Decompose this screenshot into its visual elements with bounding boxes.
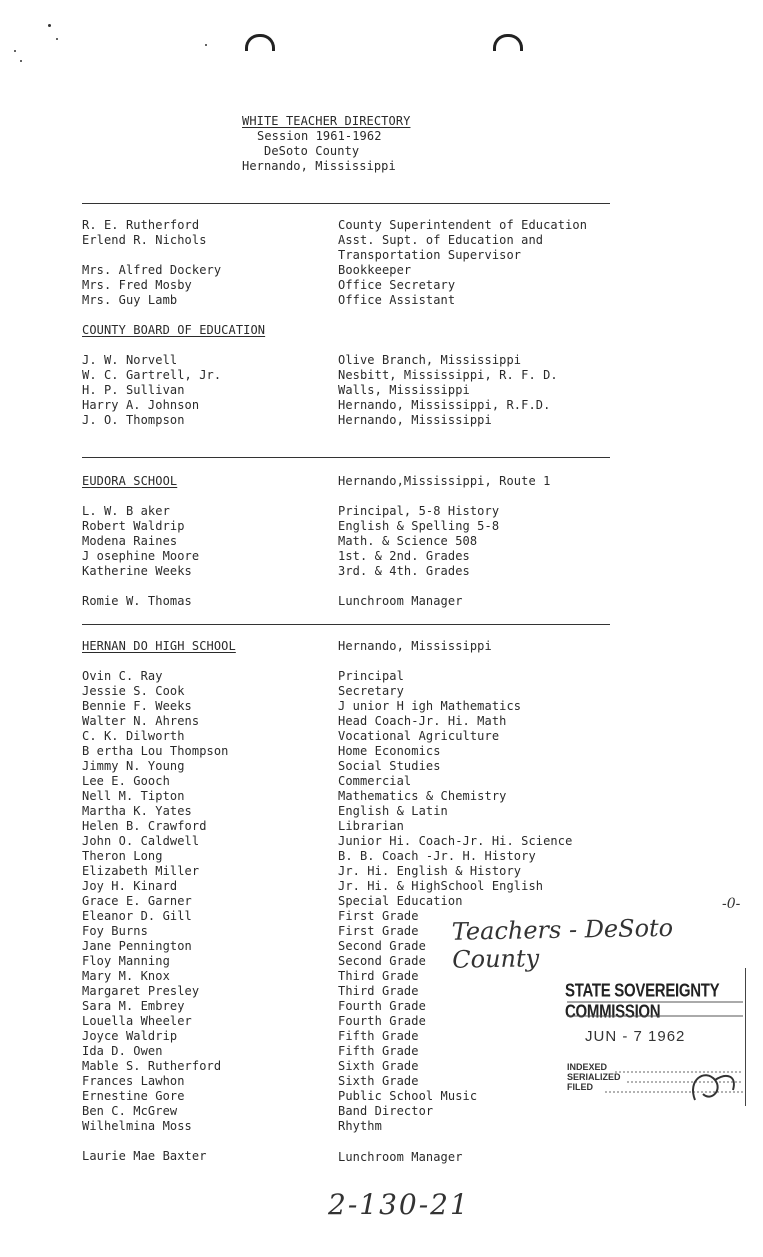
board-member-name: W. C. Gartrell, Jr. <box>82 368 222 382</box>
board-member-name: Harry A. Johnson <box>82 398 200 412</box>
staff-name: John O. Caldwell <box>82 834 200 848</box>
lunchroom-role: Lunchroom Manager <box>338 1150 463 1164</box>
lunchroom-role: Lunchroom Manager <box>338 594 463 608</box>
staff-name: Wilhelmina Moss <box>82 1119 192 1133</box>
office-name: Mrs. Alfred Dockery <box>82 263 222 277</box>
hernando-address: Hernando, Mississippi <box>338 639 492 653</box>
stamp-agency: STATE SOVEREIGNTY COMMISSION <box>565 980 720 1023</box>
corner-mark: -0- <box>722 896 741 912</box>
staff-role: Rhythm <box>338 1119 382 1133</box>
staff-name: Grace E. Garner <box>82 894 192 908</box>
stamp-date: JUN - 7 1962 <box>585 1028 686 1045</box>
staff-role: Home Economics <box>338 744 441 758</box>
commission-stamp <box>565 968 747 1108</box>
staff-role: English & Spelling 5-8 <box>338 519 500 533</box>
directory-title: WHITE TEACHER DIRECTORY <box>242 114 411 128</box>
staff-name: Joy H. Kinard <box>82 879 178 893</box>
staff-role: Librarian <box>338 819 404 833</box>
staff-name: Louella Wheeler <box>82 1014 192 1028</box>
staff-name: Bennie F. Weeks <box>82 699 192 713</box>
staff-role: Mathematics & Chemistry <box>338 789 507 803</box>
speck <box>14 50 16 52</box>
stamp-serialized: SERIALIZED <box>567 1072 621 1082</box>
office-role: Asst. Supt. of Education and <box>338 233 544 247</box>
staff-role: Math. & Science 508 <box>338 534 478 548</box>
county-line: DeSoto County <box>264 144 360 158</box>
punch-hole-left <box>245 34 275 51</box>
city-line: Hernando, Mississippi <box>242 159 396 173</box>
staff-role: Commercial <box>338 774 412 788</box>
staff-role: Sixth Grade <box>338 1074 419 1088</box>
staff-role: English & Latin <box>338 804 448 818</box>
lunchroom-name: Romie W. Thomas <box>82 594 192 608</box>
stamp-indexed: INDEXED <box>567 1062 608 1072</box>
board-member-place: Walls, Mississippi <box>338 383 470 397</box>
staff-role: Special Education <box>338 894 463 908</box>
staff-role: Secretary <box>338 684 404 698</box>
eudora-heading: EUDORA SCHOOL <box>82 474 178 488</box>
handwritten-note: Teachers - DeSoto County <box>451 913 674 974</box>
staff-name: Modena Raines <box>82 534 178 548</box>
office-role: Transportation Supervisor <box>338 248 522 262</box>
stamp-filed: FILED <box>567 1082 593 1092</box>
session-line: Session 1961-1962 <box>257 129 382 143</box>
staff-name: Ida D. Owen <box>82 1044 163 1058</box>
staff-role: First Grade <box>338 909 419 923</box>
staff-role: B. B. Coach -Jr. H. History <box>338 849 536 863</box>
office-role: Bookkeeper <box>338 263 412 277</box>
board-member-place: Hernando, Mississippi <box>338 413 492 427</box>
staff-name: Nell M. Tipton <box>82 789 185 803</box>
staff-role: Second Grade <box>338 954 426 968</box>
staff-name: Elizabeth Miller <box>82 864 200 878</box>
staff-role: J unior H igh Mathematics <box>338 699 522 713</box>
staff-name: Ben C. McGrew <box>82 1104 178 1118</box>
staff-name: Sara M. Embrey <box>82 999 185 1013</box>
staff-name: Lee E. Gooch <box>82 774 170 788</box>
staff-name: Helen B. Crawford <box>82 819 207 833</box>
divider-top <box>82 203 610 204</box>
file-number: 2-130-21 <box>328 1188 470 1221</box>
staff-name: Foy Burns <box>82 924 148 938</box>
eudora-address: Hernando,Mississippi, Route 1 <box>338 474 551 488</box>
staff-role: Public School Music <box>338 1089 478 1103</box>
office-name: Erlend R. Nichols <box>82 233 207 247</box>
staff-name: Robert Waldrip <box>82 519 185 533</box>
staff-role: Second Grade <box>338 939 426 953</box>
speck <box>205 44 207 46</box>
board-member-place: Hernando, Mississippi, R.F.D. <box>338 398 551 412</box>
punch-hole-right <box>493 34 523 51</box>
staff-name: Floy Manning <box>82 954 170 968</box>
staff-role: Head Coach-Jr. Hi. Math <box>338 714 507 728</box>
divider-eudora <box>82 457 610 458</box>
board-heading: COUNTY BOARD OF EDUCATION <box>82 323 266 337</box>
staff-name: Walter N. Ahrens <box>82 714 200 728</box>
staff-name: B ertha Lou Thompson <box>82 744 229 758</box>
staff-name: Katherine Weeks <box>82 564 192 578</box>
staff-name: Frances Lawhon <box>82 1074 185 1088</box>
office-role: Office Secretary <box>338 278 456 292</box>
board-member-place: Olive Branch, Mississippi <box>338 353 522 367</box>
staff-role: First Grade <box>338 924 419 938</box>
speck <box>20 60 22 62</box>
board-member-place: Nesbitt, Mississippi, R. F. D. <box>338 368 558 382</box>
staff-role: 1st. & 2nd. Grades <box>338 549 470 563</box>
staff-name: Eleanor D. Gill <box>82 909 192 923</box>
staff-name: Margaret Presley <box>82 984 200 998</box>
board-member-name: H. P. Sullivan <box>82 383 185 397</box>
staff-role: Band Director <box>338 1104 434 1118</box>
staff-name: Jane Pennington <box>82 939 192 953</box>
staff-role: Fourth Grade <box>338 1014 426 1028</box>
board-member-name: J. O. Thompson <box>82 413 185 427</box>
board-member-name: J. W. Norvell <box>82 353 178 367</box>
staff-role: Jr. Hi. English & History <box>338 864 522 878</box>
staff-role: Third Grade <box>338 969 419 983</box>
staff-name: J osephine Moore <box>82 549 200 563</box>
staff-name: Mable S. Rutherford <box>82 1059 222 1073</box>
staff-role: Fifth Grade <box>338 1029 419 1043</box>
office-role: County Superintendent of Education <box>338 218 588 232</box>
staff-name: C. K. Dilworth <box>82 729 185 743</box>
office-name: R. E. Rutherford <box>82 218 200 232</box>
staff-role: Fifth Grade <box>338 1044 419 1058</box>
staff-name: Jessie S. Cook <box>82 684 185 698</box>
staff-name: Mary M. Knox <box>82 969 170 983</box>
staff-name: Ovin C. Ray <box>82 669 163 683</box>
staff-role: Third Grade <box>338 984 419 998</box>
office-name: Mrs. Guy Lamb <box>82 293 178 307</box>
divider-hernando <box>82 624 610 625</box>
staff-role: Fourth Grade <box>338 999 426 1013</box>
staff-role: Principal, 5-8 History <box>338 504 500 518</box>
stamp-lines-and-initials <box>565 968 747 1108</box>
staff-name: Jimmy N. Young <box>82 759 185 773</box>
office-role: Office Assistant <box>338 293 456 307</box>
staff-role: Social Studies <box>338 759 441 773</box>
staff-name: L. W. B aker <box>82 504 170 518</box>
staff-name: Joyce Waldrip <box>82 1029 178 1043</box>
staff-role: Sixth Grade <box>338 1059 419 1073</box>
staff-role: Junior Hi. Coach-Jr. Hi. Science <box>338 834 573 848</box>
staff-role: Jr. Hi. & HighSchool English <box>338 879 544 893</box>
staff-role: Principal <box>338 669 404 683</box>
office-name: Mrs. Fred Mosby <box>82 278 192 292</box>
staff-name: Martha K. Yates <box>82 804 192 818</box>
speck <box>48 24 51 27</box>
staff-name: Ernestine Gore <box>82 1089 185 1103</box>
lunchroom-name: Laurie Mae Baxter <box>82 1149 207 1163</box>
speck <box>56 38 58 40</box>
staff-role: 3rd. & 4th. Grades <box>338 564 470 578</box>
staff-role: Vocational Agriculture <box>338 729 500 743</box>
staff-name: Theron Long <box>82 849 163 863</box>
hernando-heading: HERNAN DO HIGH SCHOOL <box>82 639 236 653</box>
